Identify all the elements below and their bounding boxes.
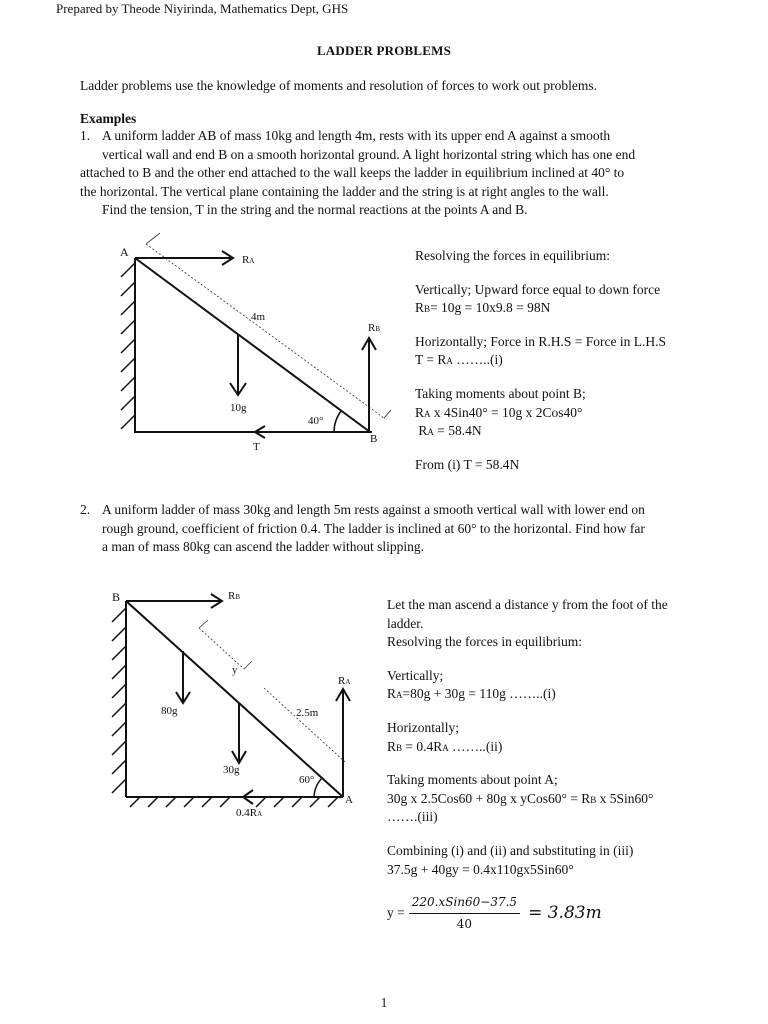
- q2-result: = 3.83m: [528, 902, 602, 923]
- q1-line: A uniform ladder AB of mass 10kg and length 4m, rests with its upper end A against a smooth: [102, 128, 611, 143]
- page-number: 1: [380, 995, 388, 1010]
- q2-sol-line: Resolving the forces in equilibrium:: [387, 634, 582, 650]
- q2-sol-line: RB = 0.4RA ……..(ii): [387, 738, 503, 754]
- q2-sol-line: Horizontally;: [387, 719, 459, 735]
- q2-angle-arc: [314, 778, 322, 797]
- q1-label-rb: RB: [368, 322, 381, 334]
- q2-label-angle: 60°: [299, 774, 315, 786]
- q2-label-rb: RB: [228, 590, 241, 602]
- q1-sol-line: RB= 10g = 10x9.8 = 98N: [415, 300, 551, 316]
- q1-sol-line: RA = 58.4N: [415, 423, 482, 439]
- q1-sol-line: Resolving the forces in equilibrium:: [415, 248, 610, 263]
- q1-label-t: T: [253, 441, 260, 453]
- q2-final-equation: [387, 893, 668, 933]
- q2-label-ra: RA: [338, 675, 351, 687]
- q1-sol-line: RA x 4Sin40° = 10g x 2Cos40°: [415, 404, 583, 420]
- q2-label-a: A: [345, 794, 353, 806]
- q1-label-ra: RA: [242, 254, 255, 266]
- examples-heading: Examples: [80, 111, 137, 126]
- intro-paragraph: Ladder problems use the knowledge of moments and resolution of forces to work out problems.: [80, 78, 598, 93]
- q2-sol-line: Vertically;: [387, 667, 444, 683]
- q2-sol-line: ladder.: [387, 615, 424, 631]
- q2-label-b: B: [112, 590, 121, 604]
- page-header: Prepared by Theode Niyirinda, Mathematics Dept, GHS: [56, 1, 349, 16]
- q2-line: a man of mass 80kg can ascend the ladder without slipping.: [102, 539, 425, 555]
- q1-label-weight: 10g: [230, 402, 247, 414]
- q2-label-ladder-weight: 30g: [223, 764, 240, 776]
- q1-sol-line: From (i) T = 58.4N: [415, 456, 520, 472]
- q1-label-b: B: [370, 433, 378, 445]
- q2-solution: [387, 596, 668, 933]
- q2-line: A uniform ladder of mass 30kg and length 5m rests against a smooth vertical wall with lower end on: [102, 502, 645, 517]
- q1-label-length: 4m: [251, 311, 266, 323]
- q1-label-a: A: [120, 245, 129, 259]
- q1-line: vertical wall and end B on a smooth horizontal ground. A light horizontal string which has one end: [102, 146, 636, 162]
- q2-number: 2.: [80, 502, 91, 517]
- q2-sol-line: 37.5g + 40gy = 0.4x110gx5Sin60°: [387, 861, 574, 877]
- q1-sol-line: T = RA ……..(i): [415, 352, 503, 368]
- q2-label-length: 2.5m: [296, 707, 319, 719]
- q2-fraction: [409, 893, 520, 933]
- q2-sol-line: Combining (i) and (ii) and substituting in (iii): [387, 842, 634, 858]
- q1-sol-line: Horizontally; Force in R.H.S = Force in L.H.S: [415, 333, 666, 349]
- q1-sol-line: Vertically; Upward force equal to down force: [415, 281, 661, 297]
- q1-line: Find the tension, T in the string and the normal reactions at the points A and B.: [102, 202, 528, 218]
- q2-sol-line: …….(iii): [387, 809, 438, 825]
- q2-sol-line: RA=80g + 30g = 110g ……..(i): [387, 686, 556, 702]
- q2-fraction-denominator: 40: [456, 916, 473, 931]
- q1-label-angle: 40°: [308, 415, 324, 427]
- q2-sol-line: Taking moments about point A;: [387, 772, 558, 788]
- q2-label-man-weight: 80g: [161, 705, 178, 717]
- q1-line: the horizontal. The vertical plane containing the ladder and the string is at right angles to the wall.: [80, 183, 609, 199]
- q1-sol-line: Taking moments about point B;: [415, 385, 586, 401]
- q2-sol-line: 30g x 2.5Cos60 + 80g x yCos60° = RB x 5Sin60°: [387, 790, 654, 806]
- q2-fraction-numerator: 220.xSin60−37.5: [409, 893, 520, 914]
- q2-y-label: y =: [387, 904, 405, 920]
- q2-sol-line: Let the man ascend a distance y from the foot of the: [387, 597, 668, 612]
- q2-line: rough ground, coefficient of friction 0.4. The ladder is inclined at 60° to the horizontal. Find how far: [102, 520, 645, 536]
- q1-number: 1.: [80, 128, 91, 143]
- q2-label-friction: 0.4RA: [236, 807, 263, 819]
- q1-line: attached to B and the other end attached to the wall keeps the ladder in equilibrium inclined at 40° to: [80, 165, 625, 181]
- page-title: LADDER PROBLEMS: [316, 43, 452, 58]
- q2-label-y: y: [232, 664, 238, 676]
